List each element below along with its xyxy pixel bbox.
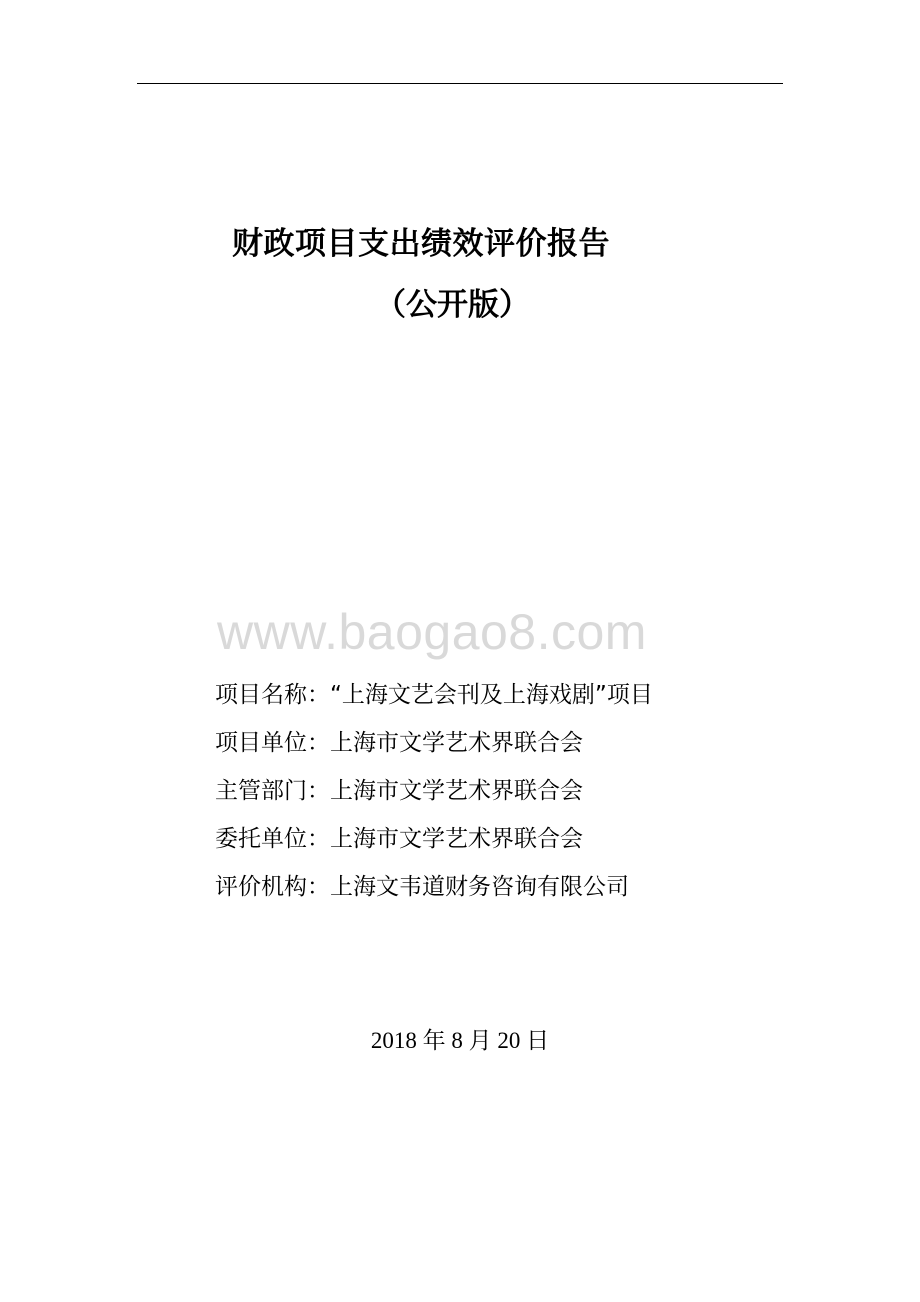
info-value: 上海市文学艺术界联合会 (330, 778, 583, 804)
info-label: 项目单位： (215, 730, 330, 756)
watermark: www.baogao8.com (217, 604, 647, 660)
info-value: 上海市文学艺术界联合会 (330, 826, 583, 852)
info-row-commissioning-unit (215, 819, 653, 867)
info-value: 上海文韦道财务咨询有限公司 (330, 874, 629, 900)
info-label: 评价机构： (215, 874, 330, 900)
info-row-evaluation-agency (215, 867, 653, 915)
report-date: 2018 年 8 月 20 日 (370, 1028, 550, 1053)
project-info-list (215, 675, 653, 915)
info-label: 主管部门： (215, 778, 330, 804)
report-subtitle: （公开版） (375, 287, 530, 323)
info-label: 委托单位： (215, 826, 330, 852)
info-row-project-name (215, 675, 653, 723)
info-row-project-unit (215, 723, 653, 771)
header-rule (137, 83, 783, 84)
report-title: 财政项目支出绩效评价报告 (232, 226, 610, 262)
info-label: 项目名称： (215, 682, 330, 708)
info-value: 上海市文学艺术界联合会 (330, 730, 583, 756)
info-row-supervising-dept (215, 771, 653, 819)
info-value: “上海文艺会刊及上海戏剧”项目 (330, 682, 653, 708)
